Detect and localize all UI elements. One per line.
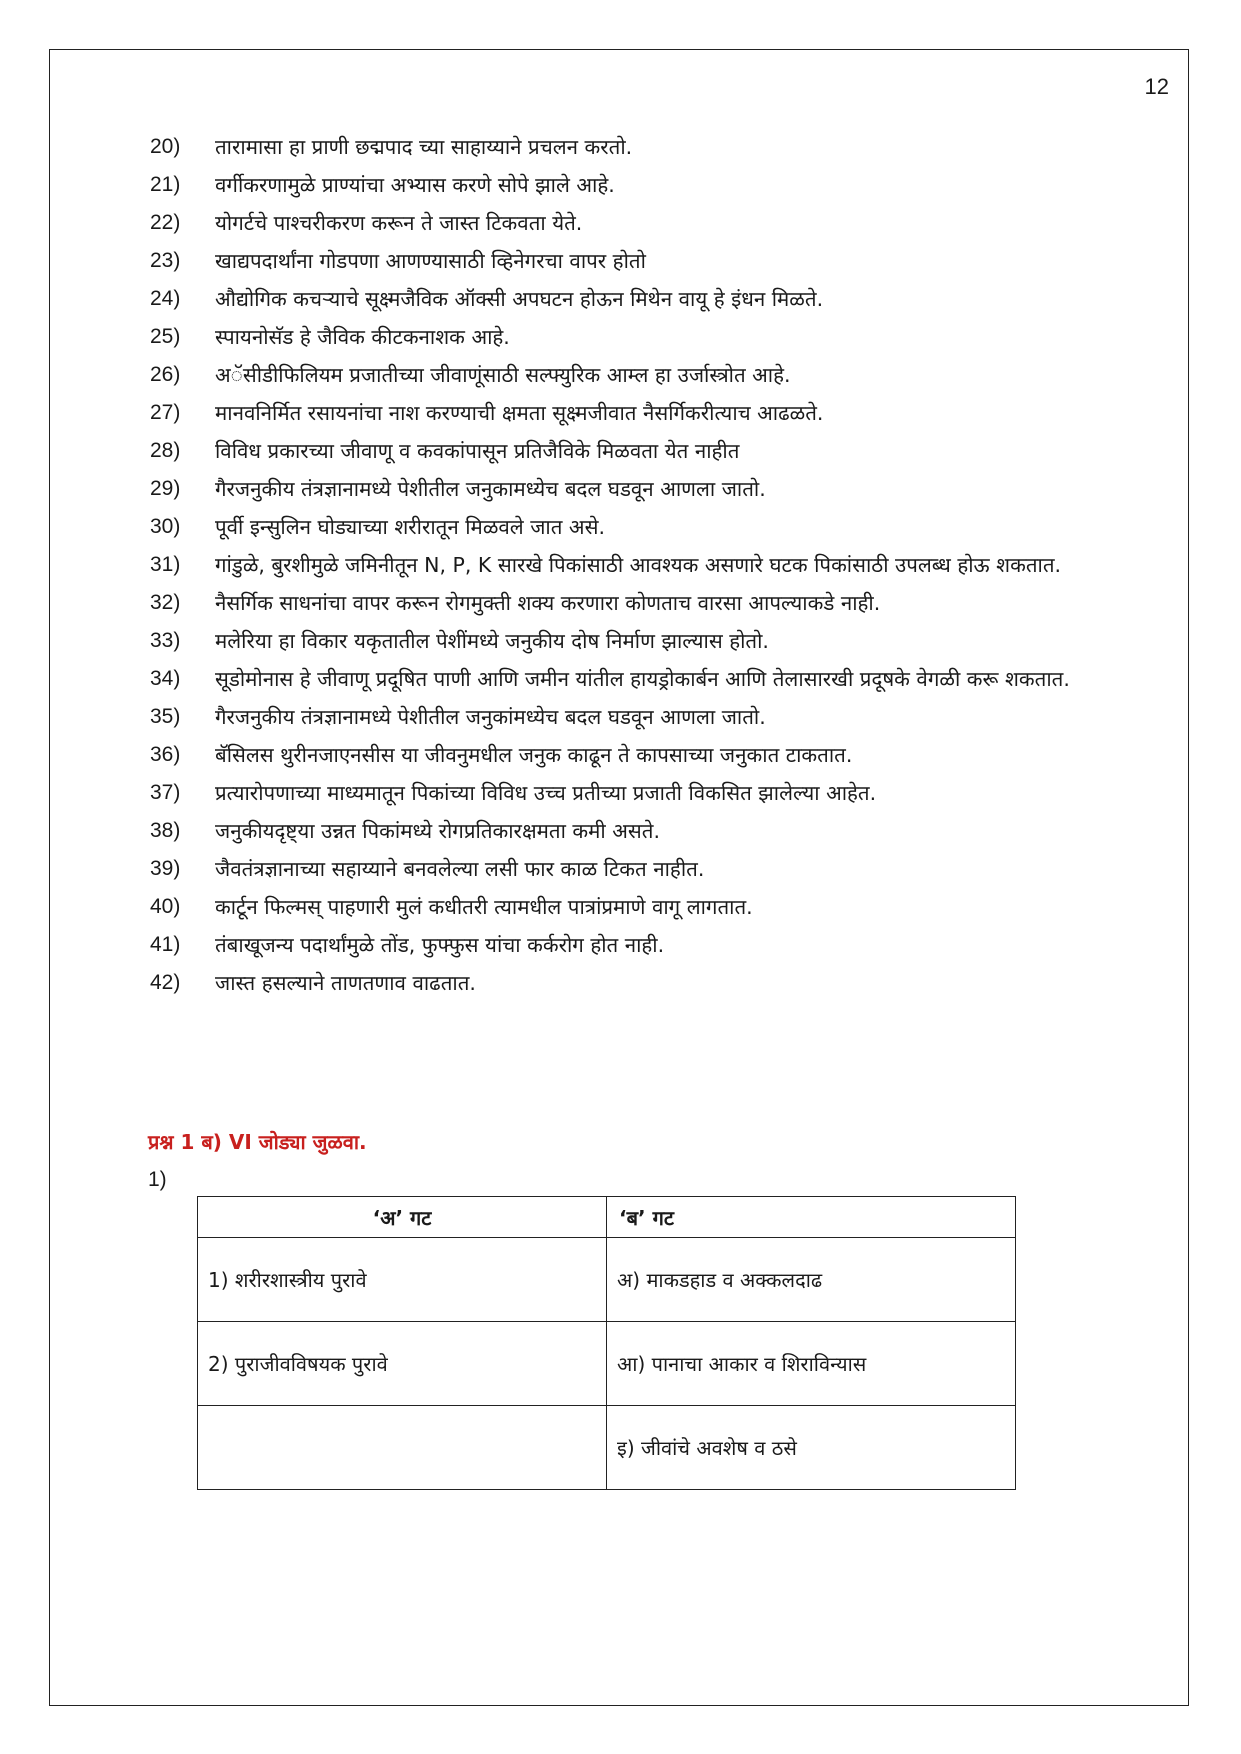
table-cell: 2) पुराजीवविषयक पुरावे — [198, 1322, 607, 1406]
statement-number: 27) — [150, 401, 181, 424]
statement-number: 33) — [150, 629, 181, 652]
statement-number: 24) — [150, 287, 181, 310]
section-heading: प्रश्न 1 ब) VI जोड्या जुळवा. — [148, 1130, 367, 1154]
statement-item — [150, 622, 1170, 660]
table-cell: अ) माकडहाड व अक्कलदाढ — [607, 1238, 1016, 1322]
statement-number: 30) — [150, 515, 181, 538]
statement-number: 34) — [150, 667, 181, 690]
statement-number: 28) — [150, 439, 181, 462]
statement-item — [150, 546, 1170, 584]
statement-text: बॅसिलस थुरीनजाएनसीस या जीवनुमधील जनुक काढून ते कापसाच्या जनुकात टाकतात. — [215, 743, 853, 767]
statement-list — [150, 128, 1170, 1002]
table-cell: आ) पानाचा आकार व शिराविन्यास — [607, 1322, 1016, 1406]
table-cell: 1) शरीरशास्त्रीय पुरावे — [198, 1238, 607, 1322]
statement-item — [150, 964, 1170, 1002]
statement-text: मलेरिया हा विकार यकृतातील पेशींमध्ये जनुकीय दोष निर्माण झाल्यास होतो. — [215, 629, 769, 653]
statement-item — [150, 774, 1170, 812]
sub-question-number: 1) — [148, 1168, 167, 1191]
statement-text: खाद्यपदार्थांना गोडपणा आणण्यासाठी व्हिनेगरचा वापर होतो — [215, 249, 646, 273]
statement-item — [150, 394, 1170, 432]
statement-text: कार्टून फिल्मस् पाहणारी मुलं कधीतरी त्यामधील पात्रांप्रमाणे वागू लागतात. — [215, 895, 753, 919]
table-row — [198, 1322, 1016, 1406]
statement-number: 38) — [150, 819, 181, 842]
statement-text: जनुकीयदृष्ट्या उन्नत पिकांमध्ये रोगप्रतिकारक्षमता कमी असते. — [215, 819, 660, 843]
statement-item — [150, 166, 1170, 204]
statement-number: 22) — [150, 211, 181, 234]
statement-number: 35) — [150, 705, 181, 728]
statement-text: वर्गीकरणामुळे प्राण्यांचा अभ्यास करणे सोपे झाले आहे. — [215, 173, 615, 197]
statement-number: 23) — [150, 249, 181, 272]
statement-item — [150, 318, 1170, 356]
page-number: 12 — [1144, 74, 1169, 99]
statement-item — [150, 584, 1170, 622]
table-cell — [198, 1406, 607, 1490]
statement-text: जैवतंत्रज्ञानाच्या सहाय्याने बनवलेल्या लसी फार काळ टिकत नाहीत. — [215, 857, 705, 881]
statement-item — [150, 128, 1170, 166]
statement-text: गैरजनुकीय तंत्रज्ञानामध्ये पेशीतील जनुकांमध्येच बदल घडवून आणला जातो. — [215, 705, 766, 729]
statement-number: 32) — [150, 591, 181, 614]
statement-number: 37) — [150, 781, 181, 804]
statement-item — [150, 812, 1170, 850]
table-header-row — [198, 1197, 1016, 1238]
statement-item — [150, 204, 1170, 242]
statement-number: 31) — [150, 553, 181, 576]
statement-item — [150, 736, 1170, 774]
table-row — [198, 1238, 1016, 1322]
statement-text: जास्त हसल्याने ताणतणाव वाढतात. — [215, 971, 476, 995]
statement-text: पूर्वी इन्सुलिन घोड्याच्या शरीरातून मिळवले जात असे. — [215, 515, 605, 539]
statement-item — [150, 850, 1170, 888]
statement-item — [150, 470, 1170, 508]
statement-number: 25) — [150, 325, 181, 348]
statement-number: 41) — [150, 933, 181, 956]
statement-number: 42) — [150, 971, 181, 994]
statement-number: 29) — [150, 477, 181, 500]
statement-text: तारामासा हा प्राणी छद्मपाद च्या साहाय्याने प्रचलन करतो. — [215, 135, 633, 159]
statement-number: 39) — [150, 857, 181, 880]
statement-item — [150, 356, 1170, 394]
statement-number: 21) — [150, 173, 181, 196]
statement-number: 26) — [150, 363, 181, 386]
statement-text: गैरजनुकीय तंत्रज्ञानामध्ये पेशीतील जनुकामध्येच बदल घडवून आणला जातो. — [215, 477, 766, 501]
statement-text: औद्योगिक कचऱ्याचे सूक्ष्मजैविक ऑक्सी अपघटन होऊन मिथेन वायू हे इंधन मिळते. — [215, 287, 824, 311]
statement-text: गांडुळे, बुरशीमुळे जमिनीतून N, P, K सारखे पिकांसाठी आवश्यक असणारे घटक पिकांसाठी उपलब्ध होऊ शकतात. — [215, 553, 1062, 577]
statement-item — [150, 432, 1170, 470]
statement-text: विविध प्रकारच्या जीवाणू व कवकांपासून प्रतिजैविके मिळवता येत नाहीत — [215, 439, 740, 463]
column-header-b: ‘ब’ गट — [607, 1197, 1016, 1238]
statement-item — [150, 508, 1170, 546]
statement-text: मानवनिर्मित रसायनांचा नाश करण्याची क्षमता सूक्ष्मजीवात नैसर्गिकरीत्याच आढळते. — [215, 401, 824, 425]
statement-text: प्रत्यारोपणाच्या माध्यमातून पिकांच्या विविध उच्च प्रतीच्या प्रजाती विकसित झालेल्या आहेत. — [215, 781, 877, 805]
statement-text: योगर्टचे पाश्चरीकरण करून ते जास्त टिकवता येते. — [215, 211, 583, 235]
statement-item — [150, 660, 1170, 698]
match-table — [197, 1196, 1016, 1490]
table-row — [198, 1406, 1016, 1490]
statement-item — [150, 280, 1170, 318]
statement-item — [150, 926, 1170, 964]
statement-text: तंबाखूजन्य पदार्थांमुळे तोंड, फुफ्फुस यांचा कर्करोग होत नाही. — [215, 933, 665, 957]
statement-text: नैसर्गिक साधनांचा वापर करून रोगमुक्ती शक्य करणारा कोणताच वारसा आपल्याकडे नाही. — [215, 591, 881, 615]
statement-number: 40) — [150, 895, 181, 918]
statement-text: स्पायनोसॅड हे जैविक कीटकनाशक आहे. — [215, 325, 510, 349]
statement-item — [150, 698, 1170, 736]
statement-item — [150, 888, 1170, 926]
statement-number: 20) — [150, 135, 181, 158]
statement-text: अॅसीडीफिलियम प्रजातीच्या जीवाणूंसाठी सल्फ्युरिक आम्ल हा उर्जास्त्रोत आहे. — [215, 363, 791, 387]
statement-item — [150, 242, 1170, 280]
statement-number: 36) — [150, 743, 181, 766]
table-cell: इ) जीवांचे अवशेष व ठसे — [607, 1406, 1016, 1490]
column-header-a: ‘अ’ गट — [198, 1197, 607, 1238]
statement-text: सूडोमोनास हे जीवाणू प्रदूषित पाणी आणि जमीन यांतील हायड्रोकार्बन आणि तेलासारखी प्रदूषके वेगळी करू शकतात. — [215, 667, 1070, 691]
